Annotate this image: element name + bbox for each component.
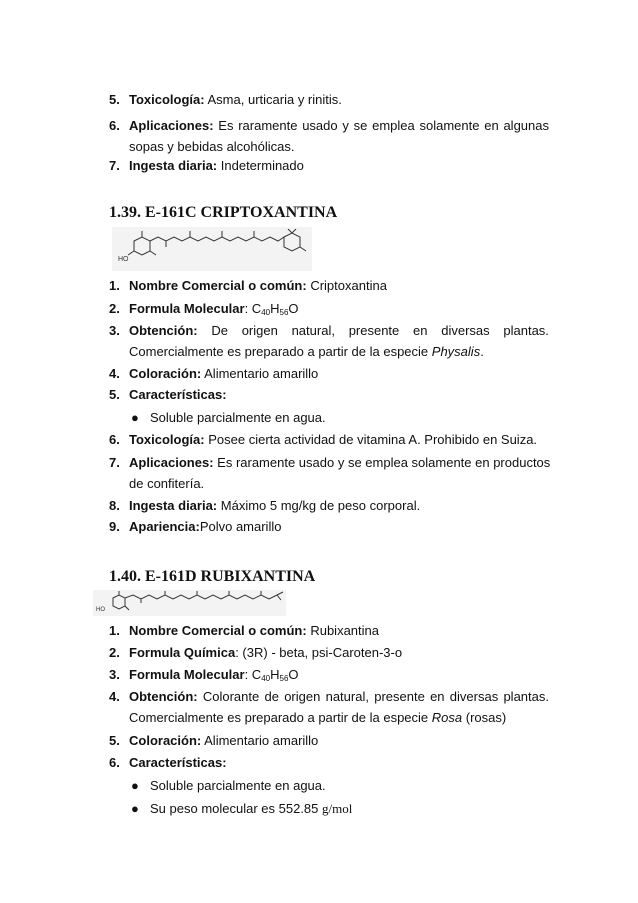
item-label: Características: (129, 387, 227, 402)
item-number: 2. (109, 645, 120, 660)
item-text: Polvo amarillo (199, 519, 282, 534)
word: natural, (325, 689, 369, 704)
word: plantas. (503, 323, 549, 338)
item-text: Máximo 5 mg/kg de peso corporal. (220, 498, 421, 513)
item-text: Indeterminado (220, 158, 304, 173)
word: presente (348, 323, 400, 338)
formula-h: H (270, 667, 280, 682)
rubixantina-structure-image (93, 590, 286, 616)
item-number: 9. (109, 519, 120, 534)
criptoxantina-structure-image (112, 227, 312, 271)
formula-c: : C (244, 301, 262, 316)
item-continuation: de confitería. (129, 476, 205, 491)
item-text: : (3R) - beta, psi-Caroten-3-o (235, 645, 403, 660)
item-label: Apariencia: (129, 519, 200, 534)
item-label: Nombre Comercial o común: (129, 278, 307, 293)
mol-label: HO (96, 607, 105, 613)
item-number: 3. (109, 667, 120, 682)
bullet-text (150, 801, 352, 817)
word: origen (284, 689, 321, 704)
item-text: Posee cierta actividad de vitamina A. Prohibido en Suiza. (208, 432, 538, 447)
item-number: 2. (109, 301, 120, 316)
formula-sub: 56 (279, 674, 289, 683)
word: diversas (449, 689, 499, 704)
item-label: Formula Molecular (129, 667, 245, 682)
word: diversas (441, 323, 490, 338)
item-number: 3. (109, 323, 120, 338)
word: natural, (291, 323, 335, 338)
word: origen (241, 323, 278, 338)
word: Es (218, 118, 234, 133)
unit-text: g/mol (322, 801, 353, 816)
formula-o: O (288, 301, 299, 316)
item-number: 5. (109, 387, 120, 402)
bullet-icon: ● (131, 778, 139, 793)
item-label: Toxicología: (129, 92, 205, 107)
item-label: Ingesta diaria: (129, 158, 218, 173)
item-text: Es raramente usado y se emplea solamente en productos (217, 455, 551, 470)
word: raramente (238, 118, 298, 133)
item-number: 5. (109, 92, 120, 107)
item-continuation (129, 710, 549, 726)
species-name: Physalis (431, 344, 481, 359)
word: Colorante (202, 689, 260, 704)
item-number: 6. (109, 755, 120, 770)
bullet-text-main: Su peso molecular es 552.85 (150, 801, 322, 816)
cont-text: . (480, 344, 484, 359)
word: de (264, 689, 279, 704)
item-label: Características: (129, 755, 227, 770)
cont-text: (rosas) (462, 710, 507, 725)
formula-o: O (288, 667, 299, 682)
section-heading-rubixantina: 1.40. E-161D RUBIXANTINA (109, 568, 316, 585)
word: emplea (372, 118, 415, 133)
item-label: Obtención: (129, 323, 198, 338)
formula-sub: 40 (261, 674, 271, 683)
item-number: 6. (109, 432, 120, 447)
section-heading-criptoxantina: 1.39. E-161C CRIPTOXANTINA (109, 204, 338, 221)
cont-text: Comercialmente es preparado a partir de la especie (129, 344, 432, 359)
bullet-icon: ● (131, 410, 139, 425)
word: solamente (419, 118, 480, 133)
item-text: Alimentario amarillo (204, 733, 319, 748)
word: en (413, 323, 428, 338)
item-number: 1. (109, 278, 120, 293)
item-label: Formula Química (129, 645, 236, 660)
item-label: Aplicaciones: (129, 118, 214, 133)
item-label: Coloración: (129, 733, 202, 748)
item-number: 8. (109, 498, 120, 513)
mol-label: HO (118, 256, 129, 263)
word: se (353, 118, 368, 133)
item-text: Alimentario amarillo (204, 366, 319, 381)
item-number: 5. (109, 733, 120, 748)
item-label: Aplicaciones: (129, 455, 214, 470)
item-label: Toxicología: (129, 432, 205, 447)
item-number: 1. (109, 623, 120, 638)
item-text: Asma, urticaria y rinitis. (207, 92, 342, 107)
item-number: 4. (109, 689, 120, 704)
formula-h: H (270, 301, 280, 316)
item-label: Nombre Comercial o común: (129, 623, 307, 638)
bullet-text: Soluble parcialmente en agua. (150, 410, 326, 425)
item-number: 4. (109, 366, 120, 381)
bullet-icon: ● (131, 801, 139, 816)
item-number: 6. (109, 118, 120, 133)
item-text: Criptoxantina (310, 278, 387, 293)
word: en (484, 118, 499, 133)
cont-text: Comercialmente es preparado a partir de la especie (129, 710, 432, 725)
item-number: 7. (109, 455, 120, 470)
word: y (342, 118, 349, 133)
word: usado (302, 118, 338, 133)
item-continuation (129, 344, 549, 360)
item-label: Coloración: (129, 366, 202, 381)
formula-sub: 40 (261, 308, 271, 317)
item-label: Formula Molecular (129, 301, 245, 316)
word: plantas. (503, 689, 549, 704)
item-label: Ingesta diaria: (129, 498, 218, 513)
word: presente (374, 689, 425, 704)
formula-sub: 56 (279, 308, 289, 317)
item-label: Obtención: (129, 689, 198, 704)
species-name: Rosa (431, 710, 463, 725)
word: De (211, 323, 228, 338)
item-text: Rubixantina (310, 623, 379, 638)
item-number: 7. (109, 158, 120, 173)
word: en (430, 689, 445, 704)
formula-c: : C (244, 667, 262, 682)
item-continuation: sopas y bebidas alcohólicas. (129, 139, 295, 154)
word: algunas (503, 118, 549, 133)
bullet-text: Soluble parcialmente en agua. (150, 778, 326, 793)
